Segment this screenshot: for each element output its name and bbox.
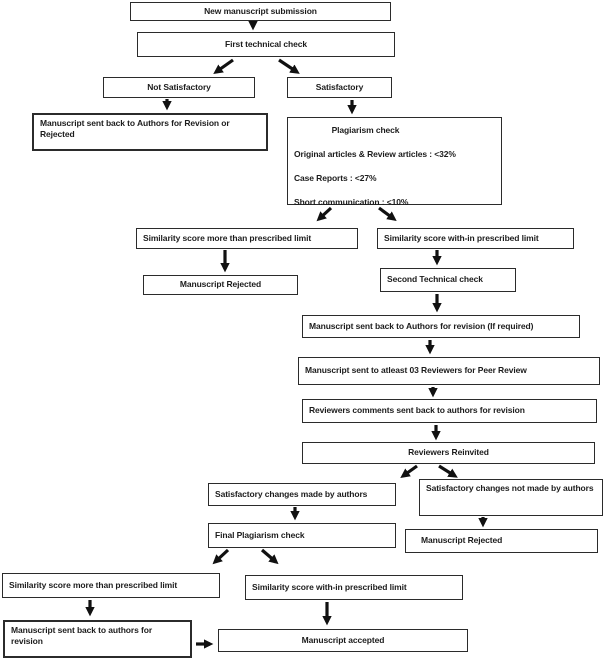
node-sent-back-revision-or-rejected: Manuscript sent back to Authors for Revision or Rejected	[32, 113, 268, 151]
node-satisfactory-changes-not-made: Satisfactory changes not made by authors	[419, 479, 603, 516]
node-satisfactory: Satisfactory	[287, 77, 392, 98]
node-similarity-within-limit-bottom: Similarity score with-in prescribed limit	[245, 575, 463, 600]
node-manuscript-accepted: Manuscript accepted	[218, 629, 468, 652]
arrow-final-plagiarism-to-similarity-more	[215, 550, 228, 562]
node-reviewers-reinvited: Reviewers Reinvited	[302, 442, 595, 464]
plagiarism-limit-case-reports: Case Reports : <27%	[294, 173, 377, 183]
node-manuscript-rejected-top: Manuscript Rejected	[143, 275, 298, 295]
node-not-satisfactory: Not Satisfactory	[103, 77, 255, 98]
arrow-first-check-to-satisfactory	[279, 60, 297, 72]
plagiarism-check-title: Plagiarism check	[331, 125, 400, 135]
plagiarism-limit-short-communication: Short communication : <10%	[294, 197, 409, 207]
node-sent-back-revision-bottom: Manuscript sent back to authors for revision	[3, 620, 192, 658]
node-manuscript-rejected-bottom: Manuscript Rejected	[405, 529, 598, 553]
arrow-final-plagiarism-to-similarity-within	[262, 550, 276, 562]
node-new-manuscript-submission: New manuscript submission	[130, 2, 391, 21]
node-similarity-more-than-limit-top: Similarity score more than prescribed limit	[136, 228, 358, 249]
arrow-plagiarism-to-similarity-more	[319, 208, 331, 219]
node-sent-to-reviewers: Manuscript sent to atleast 03 Reviewers for Peer Review	[298, 357, 600, 385]
arrow-plagiarism-to-similarity-within	[379, 208, 394, 219]
node-second-technical-check: Second Technical check	[380, 268, 516, 292]
arrow-reinvited-to-changes-not-made	[439, 466, 455, 476]
arrow-reinvited-to-changes-made	[403, 466, 417, 476]
node-sent-back-if-required: Manuscript sent back to Authors for revision (If required)	[302, 315, 580, 338]
node-final-plagiarism-check: Final Plagiarism check	[208, 523, 396, 548]
node-similarity-within-limit-top: Similarity score with-in prescribed limit	[377, 228, 574, 249]
plagiarism-limit-original-articles: Original articles & Review articles : <32%	[294, 149, 456, 159]
node-satisfactory-changes-made: Satisfactory changes made by authors	[208, 483, 396, 506]
arrow-first-check-to-not-satisfactory	[216, 60, 233, 72]
node-plagiarism-check	[287, 117, 502, 205]
node-reviewers-comments: Reviewers comments sent back to authors for revision	[302, 399, 597, 423]
node-first-technical-check: First technical check	[137, 32, 395, 57]
node-similarity-more-than-limit-bottom: Similarity score more than prescribed limit	[2, 573, 220, 598]
